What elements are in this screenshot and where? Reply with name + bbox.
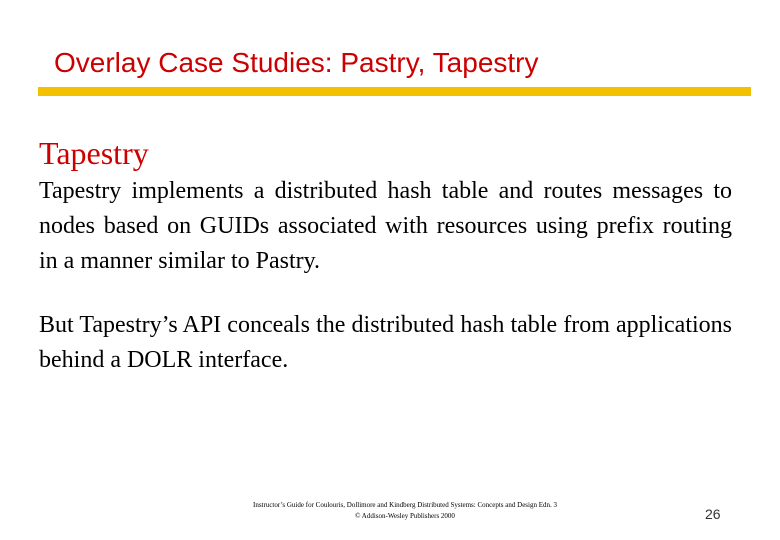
footer-credit-line-1: Instructor’s Guide for Coulouris, Dollimore and Kindberg Distributed Systems: Concepts and Design Edn. 3 bbox=[252, 501, 557, 509]
footer-credit bbox=[150, 500, 660, 522]
page-number: 26 bbox=[705, 506, 721, 522]
body-paragraph-1: Tapestry implements a distributed hash table and routes messages to nodes based on GUIDs associated with resources using prefix routing in a manner similar to Pastry. bbox=[39, 178, 732, 274]
title-underline-rule bbox=[38, 87, 751, 96]
section-heading: Tapestry bbox=[39, 135, 149, 171]
body-paragraph-2: But Tapestry’s API conceals the distributed hash table from applications behind a DOLR interface. bbox=[39, 312, 732, 373]
footer-credit-line-2: © Addison-Wesley Publishers 2000 bbox=[355, 512, 455, 520]
slide-title: Overlay Case Studies: Pastry, Tapestry bbox=[54, 47, 539, 78]
